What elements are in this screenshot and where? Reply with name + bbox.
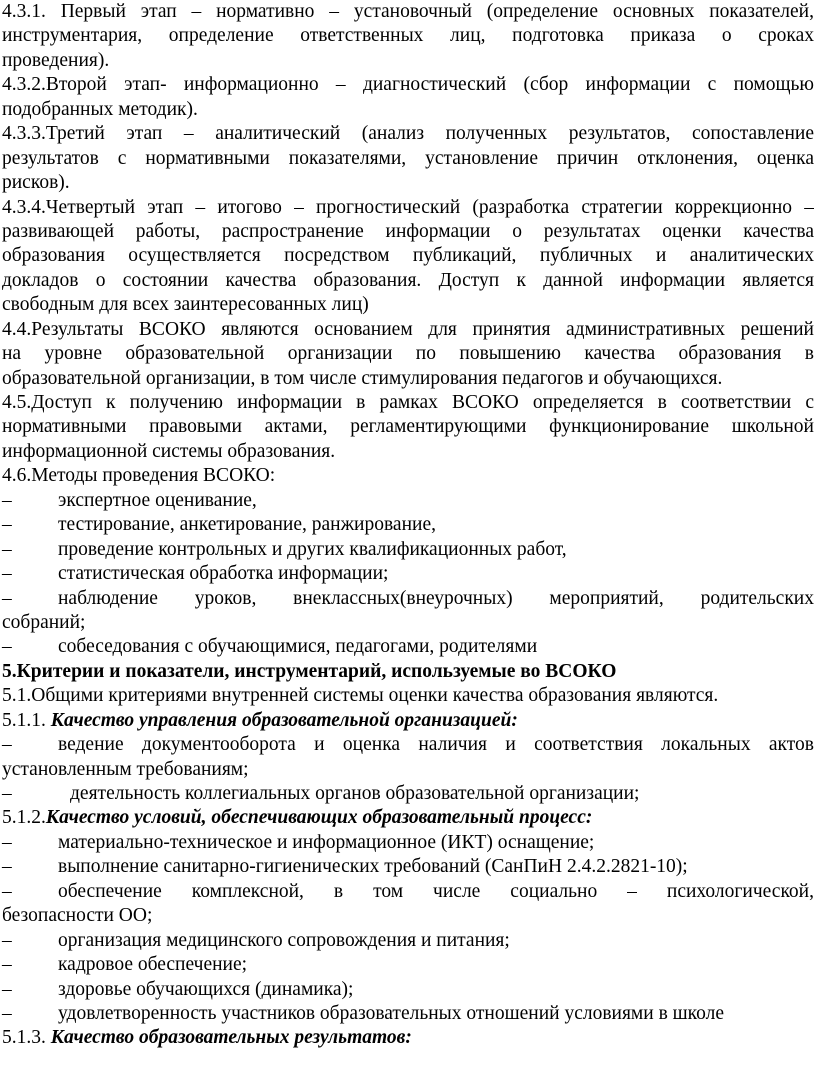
list-item-text: здоровье обучающихся (динамика); — [58, 978, 354, 1000]
list-item — [2, 513, 814, 537]
dash-bullet: – — [2, 538, 12, 560]
list-item — [2, 538, 814, 562]
list-item-continuation: установленным требованиям; — [2, 758, 249, 780]
paragraph-line: развивающей работы, распространение информации о результатах оценки качества — [2, 220, 814, 242]
paragraph-line: 4.3.1. Первый этап – нормативно – установочный (определение основных показателей, — [2, 1, 814, 22]
section-heading: 5.Критерии и показатели, инструментарий, используемые во ВСОКО — [2, 660, 617, 682]
dash-bullet: – — [2, 514, 12, 536]
list-item — [2, 489, 814, 513]
paragraph-line: свободным для всех заинтересованных лиц) — [2, 294, 369, 316]
list-item — [2, 929, 814, 953]
subsection-number: 5.1.2. — [2, 807, 46, 829]
dash-bullet: – — [2, 856, 12, 878]
list-item — [2, 880, 814, 904]
list-item-text: выполнение санитарно-гигиенических требований (СанПиН 2.4.2.2821-10); — [58, 856, 688, 878]
dash-bullet: – — [2, 636, 12, 658]
subsection-heading — [2, 1026, 814, 1050]
list-item-continuation: собраний; — [2, 611, 86, 633]
list-item-text: удовлетворенность участников образовательных отношений условиями в школе — [58, 1002, 725, 1024]
list-item — [2, 733, 814, 757]
list-item — [2, 953, 814, 977]
paragraph-line: 4.4.Результаты ВСОКО являются основанием для принятия административных решений — [2, 318, 814, 340]
dash-bullet: – — [2, 563, 12, 585]
list-item — [2, 562, 814, 586]
list-item-text: организация медицинского сопровождения и питания; — [58, 929, 510, 951]
subsection-title: Качество условий, обеспечивающих образовательный процесс: — [45, 807, 593, 829]
paragraph-line: 4.3.2.Второй этап- информационно – диагностический (сбор информации с помощью — [2, 74, 814, 96]
subsection-heading — [2, 709, 814, 733]
subsection-heading — [2, 806, 814, 830]
list-item-text: собеседования с обучающимися, педагогами, родителями — [58, 636, 538, 658]
list-item-text: статистическая обработка информации; — [58, 563, 389, 585]
list-item-text: экспертное оценивание, — [58, 489, 257, 511]
dash-bullet: – — [2, 783, 12, 804]
paragraph-line: образования осуществляется посредством публикаций, публичных и аналитических — [2, 245, 814, 267]
dash-bullet: – — [2, 978, 12, 1000]
paragraph-line: нормативными правовыми актами, регламентирующими функционирование школьной — [2, 416, 814, 438]
dash-bullet: – — [2, 831, 12, 853]
dash-bullet: – — [2, 734, 12, 756]
list-item-text: материально-техническое и информационное (ИКТ) оснащение; — [58, 831, 595, 853]
paragraph-line: докладов о состоянии качества образования. Доступ к данной информации является — [2, 269, 814, 291]
paragraph-line: 4.3.3.Третий этап – аналитический (анализ полученных результатов, сопоставление — [2, 123, 814, 145]
dash-bullet: – — [2, 587, 12, 609]
list-item — [2, 1002, 814, 1026]
subsection-number: 5.1.1. — [2, 709, 46, 731]
list-item-text: деятельность коллегиальных органов образовательной организации; — [70, 783, 640, 804]
list-item — [2, 978, 814, 1002]
paragraph-line: результатов с нормативными показателями, установление причин отклонения, оценка — [2, 147, 814, 169]
paragraph-line: 5.1.Общими критериями внутренней системы оценки качества образования являются. — [2, 685, 719, 707]
list-item-text: тестирование, анкетирование, ранжирование, — [58, 514, 436, 536]
list-item-text: проведение контрольных и других квалификационных работ, — [58, 538, 567, 560]
list-item — [2, 782, 814, 806]
paragraph-line: инструментария, определение ответственных лиц, подготовка приказа о сроках — [2, 25, 814, 47]
list-item — [2, 635, 814, 659]
dash-bullet: – — [2, 1002, 12, 1024]
subsection-number: 5.1.3. — [2, 1027, 46, 1049]
dash-bullet: – — [2, 880, 12, 902]
list-item-text: кадровое обеспечение; — [58, 954, 248, 976]
paragraph-line: на уровне образовательной организации по повышению качества образования в — [2, 343, 814, 365]
paragraph-line: 4.3.4.Четвертый этап – итогово – прогностический (разработка стратегии коррекционно – — [2, 196, 814, 218]
paragraph-line: информационной системы образования. — [2, 440, 336, 462]
paragraph-line: подобранных методик). — [2, 98, 198, 120]
paragraph-line: проведения). — [2, 49, 110, 71]
subsection-title: Качество управления образовательной организацией: — [50, 709, 518, 731]
paragraph-line: 4.5.Доступ к получению информации в рамках ВСОКО определяется в соответствии с — [2, 392, 814, 413]
dash-bullet: – — [2, 929, 12, 951]
list-item-text: обеспечение комплексной, в том числе социально – психологической, — [58, 880, 814, 902]
subsection-title: Качество образовательных результатов: — [50, 1027, 412, 1049]
dash-bullet: – — [2, 954, 12, 976]
paragraph-line: образовательной организации, в том числе стимулирования педагогов и обучающихся. — [2, 367, 723, 389]
list-item — [2, 831, 814, 855]
list-item-text: наблюдение уроков, внеклассных(внеурочных) мероприятий, родительских — [58, 587, 814, 609]
list-item-text: ведение документооборота и оценка наличия и соответствия локальных актов — [58, 734, 814, 756]
list-item — [2, 855, 814, 879]
paragraph-line: рисков). — [2, 172, 70, 194]
paragraph-line: 4.6.Методы проведения ВСОКО: — [2, 465, 276, 487]
dash-bullet: – — [2, 489, 12, 511]
list-item — [2, 587, 814, 611]
list-item-continuation: безопасности ОО; — [2, 905, 153, 927]
